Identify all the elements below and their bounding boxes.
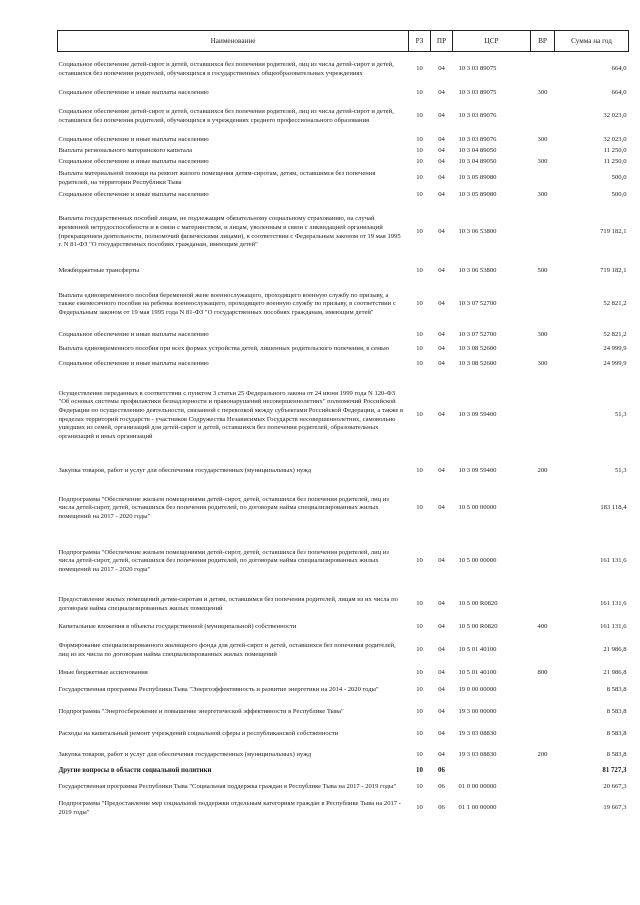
row-rz: 10 (416, 751, 423, 759)
row-rz: 10 (416, 708, 423, 716)
row-pr: 04 (438, 300, 445, 308)
row-sum: 24 999,9 (603, 359, 627, 367)
row-name: Социальное обеспечение детей-сирот и детей, оставшихся без попечения родителей, лиц из числа детей-сирот и детей, оставшихся без попечения родителей, обучающихся в государственных общеобразовательных учреждениях (58, 61, 394, 77)
row-csr: 10 3 07 52700 (458, 330, 497, 338)
row-vr (531, 766, 555, 778)
row-pr: 04 (438, 557, 445, 565)
table-row (58, 146, 629, 157)
row-name: Закупка товаров, работ и услуг для обеспечения государственных (муниципальных) нужд (58, 751, 312, 759)
row-rz: 10 (416, 600, 423, 608)
header-name: Наименование (58, 31, 409, 52)
row-rz: 10 (416, 646, 423, 654)
row-name: Социальное обеспечение и иные выплаты населению (58, 359, 209, 367)
row-vr: 800 (537, 669, 548, 677)
budget-page (57, 30, 628, 820)
row-csr: 10 3 04 89050 (458, 157, 497, 165)
row-csr: 10 5 01 40100 (458, 646, 497, 654)
row-rz: 10 (416, 623, 423, 631)
table-row (58, 766, 629, 778)
row-name: Социальное обеспечение и иные выплаты населению (58, 157, 209, 165)
row-sum: 19 667,3 (603, 804, 627, 812)
table-row (58, 88, 629, 99)
row-rz: 10 (416, 345, 423, 353)
row-name: Выплата государственных пособий лицам, не подлежащим обязательному социальному страхованию, на случай временной нетрудоспособности и в связи с материнством, и лицам, уволенным в связи с ликвидацией организаций (прекращением деятельности, полномочий физическими лицами), в соответствии с Федеральным законом от 19 мая 1995 г. N 81-ФЗ "О государственных пособиях гражданам, имеющим детей" (58, 215, 401, 249)
row-csr: 01 1 00 00000 (458, 804, 497, 812)
row-rz: 10 (416, 804, 423, 812)
row-pr: 04 (438, 708, 445, 716)
budget-table (57, 30, 629, 820)
row-rz: 10 (416, 112, 423, 120)
row-csr: 10 5 00 R0820 (458, 623, 498, 631)
row-vr: 300 (537, 191, 548, 199)
row-csr: 19 3 03 08830 (458, 751, 497, 759)
row-name: Социальное обеспечение и иные выплаты населению (58, 191, 209, 199)
row-rz: 10 (416, 88, 423, 96)
row-rz: 10 (416, 135, 423, 143)
header-sum: Сумма на год (555, 31, 629, 52)
row-name: Подпрограмма "Предоставление мер социальной поддержки отдельным категориям граждан в Республике Тыва на 2017 - 2019 годы" (58, 799, 401, 816)
row-csr: 10 3 09 59400 (458, 467, 497, 475)
row-csr: 19 3 00 00000 (458, 708, 497, 716)
header-pr: ПР (431, 31, 453, 52)
row-sum: 52 821,2 (603, 330, 627, 338)
row-pr: 04 (438, 646, 445, 654)
table-row (58, 157, 629, 168)
row-name: Расходы на капитальный ремонт учреждений социальной сферы и республиканской собственности (58, 730, 339, 738)
row-sum: 52 821,2 (603, 300, 627, 308)
row-sum: 24 999,9 (603, 345, 627, 353)
row-rz: 10 (416, 467, 423, 475)
row-pr: 04 (438, 267, 445, 275)
table-row (58, 724, 629, 746)
row-name: Выплата единовременного пособия беременной жене военнослужащего, проходящего военную службу по призыву, а также ежемесячного пособия на ребенка военнослужащего, проходящего военную службу по призыву, в соответствии с Федеральным законом от 19 мая 1995 года N 81-ФЗ "О государственных пособиях гражданам, имеющим детей" (58, 291, 396, 316)
row-name: Осуществление переданных в соответствии с пунктом 3 статьи 25 Федерального закона от 24 июня 1999 года N 120-ФЗ "Об основах системы профилактики безнадзорности и правонарушений несовершеннолетних" полномочий Российской Федерации по осуществлению деятельности, связанной с перевозкой между субъектами Российской Федерации, а также в пределах территорий государств - участников Содружества Независимых Государств несовершеннолетних, самовольно ушедших из семей, организаций для детей-сирот и детей, оставшихся без попечения родителей, образовательных организаций и иных организаций (58, 389, 404, 440)
row-vr (531, 798, 555, 820)
row-sum: 183 118,4 (600, 504, 627, 512)
row-vr (531, 52, 555, 88)
table-row (58, 634, 629, 668)
row-csr (453, 766, 531, 778)
row-name: Другие вопросы в области социальной политики (58, 767, 212, 775)
row-pr: 04 (438, 228, 445, 236)
row-csr: 19 3 03 08830 (458, 730, 497, 738)
row-csr: 10 3 08 52600 (458, 345, 497, 353)
row-name: Закупка товаров, работ и услуг для обеспечения государственных (муниципальных) нужд (58, 467, 312, 475)
table-row (58, 702, 629, 724)
row-pr: 04 (438, 345, 445, 353)
row-vr: 300 (537, 135, 548, 143)
header-csr: ЦСР (453, 31, 531, 52)
row-rz: 10 (416, 359, 423, 367)
row-vr (531, 370, 555, 462)
row-rz: 10 (416, 174, 423, 182)
row-rz: 10 (416, 504, 423, 512)
row-sum: 161 131,6 (600, 623, 627, 631)
table-row (58, 680, 629, 702)
row-vr (531, 702, 555, 724)
table-row (58, 341, 629, 359)
row-csr: 10 3 03 89076 (458, 112, 497, 120)
row-vr (531, 680, 555, 702)
row-vr: 200 (537, 467, 548, 475)
row-vr: 300 (537, 330, 548, 338)
row-vr (531, 280, 555, 330)
row-csr: 10 5 00 R0820 (458, 600, 498, 608)
row-pr: 04 (438, 669, 445, 677)
row-sum: 51,3 (614, 411, 627, 419)
row-csr: 10 3 03 89075 (458, 65, 497, 73)
row-csr: 10 3 08 52600 (458, 359, 497, 367)
table-row (58, 462, 629, 482)
table-row (58, 202, 629, 264)
row-sum: 719 182,1 (600, 267, 627, 275)
row-sum: 500,0 (611, 174, 627, 182)
row-pr: 04 (438, 600, 445, 608)
row-rz: 10 (416, 146, 423, 154)
row-vr: 500 (537, 267, 548, 275)
row-name: Социальное обеспечение и иные выплаты населению (58, 135, 209, 143)
row-pr: 04 (438, 504, 445, 512)
row-sum: 664,0 (611, 65, 627, 73)
row-csr: 19 0 00 00000 (458, 686, 497, 694)
row-name: Государственная программа Республики Тыва "Социальная поддержка граждан в Республике Тыва на 2017 - 2019 годы" (58, 783, 397, 791)
row-sum: 51,3 (614, 467, 627, 475)
row-rz: 10 (416, 157, 423, 165)
row-sum: 32 023,0 (603, 112, 627, 120)
row-sum: 719 182,1 (600, 228, 627, 236)
row-rz: 10 (416, 228, 423, 236)
row-rz: 10 (416, 686, 423, 694)
row-rz: 10 (416, 783, 423, 791)
row-name: Выплата единовременного пособия при всех формах устройства детей, лишенных родительского попечения, в семью (58, 345, 390, 353)
row-vr (531, 634, 555, 668)
row-vr (531, 536, 555, 588)
table-body (58, 52, 629, 820)
row-pr: 04 (438, 751, 445, 759)
row-csr: 10 3 04 89050 (458, 146, 497, 154)
row-name: Формирование специализированного жилищного фонда для детей-сирот и детей, оставшихся без попечения родителей, лиц из их числа по договорам найма специализированных жилых помещений (58, 641, 396, 658)
table-row (58, 135, 629, 146)
row-sum: 8 583,8 (606, 686, 627, 694)
row-csr: 10 3 03 89075 (458, 88, 497, 96)
row-rz: 10 (416, 767, 423, 775)
row-name: Капитальные вложения в объекты государственной (муниципальной) собственности (58, 623, 297, 631)
row-pr: 04 (438, 65, 445, 73)
row-vr (531, 202, 555, 264)
row-name: Подпрограмма "Энергосбережение и повышение энергетической эффективности в Республике Тыва" (58, 708, 344, 716)
row-vr (531, 99, 555, 135)
row-vr (531, 146, 555, 157)
row-csr: 10 3 07 52700 (458, 300, 497, 308)
row-csr: 10 3 05 89080 (458, 174, 497, 182)
row-name: Социальное обеспечение детей-сирот и детей, оставшихся без попечения родителей, лиц из числа детей-сирот и детей, оставшихся без попечения родителей, обучающихся в учреждениях среднего профессионального образования (58, 107, 394, 124)
row-pr: 04 (438, 135, 445, 143)
row-pr: 04 (438, 686, 445, 694)
row-rz: 10 (416, 411, 423, 419)
row-pr: 04 (438, 411, 445, 419)
row-vr: 400 (537, 623, 548, 631)
table-row (58, 798, 629, 820)
table-row (58, 330, 629, 341)
row-pr: 04 (438, 623, 445, 631)
row-name: Подпрограмма "Обеспечение жильем помещениями детей-сирот, детей, оставшихся без попечения родителей, лиц из числа детей-сирот, детей, оставшихся без попечения родителей, по договорам найма специализированных жилых помещений на 2017 - 2020 годы" (58, 548, 389, 573)
table-row (58, 359, 629, 370)
table-row (58, 190, 629, 202)
row-pr: 04 (438, 88, 445, 96)
row-rz: 10 (416, 730, 423, 738)
row-vr (531, 341, 555, 359)
row-sum: 21 986,8 (603, 646, 627, 654)
table-row (58, 778, 629, 798)
row-vr (531, 724, 555, 746)
row-sum: 664,0 (611, 88, 627, 96)
row-name: Межбюджетные трансферты (58, 267, 140, 275)
row-pr: 04 (438, 359, 445, 367)
row-vr: 200 (537, 751, 548, 759)
table-row (58, 482, 629, 536)
row-pr: 04 (438, 112, 445, 120)
row-sum: 8 583,8 (606, 708, 627, 716)
row-sum: 500,0 (611, 191, 627, 199)
row-csr: 10 5 01 40100 (458, 669, 497, 677)
row-rz: 10 (416, 330, 423, 338)
row-csr: 10 3 09 59400 (458, 411, 497, 419)
row-pr: 04 (438, 157, 445, 165)
table-row (58, 370, 629, 462)
row-sum: 161 131,6 (600, 600, 627, 608)
table-row (58, 536, 629, 588)
row-vr: 300 (537, 88, 548, 96)
row-sum: 32 023,0 (603, 135, 627, 143)
table-row (58, 52, 629, 88)
row-rz: 10 (416, 191, 423, 199)
row-sum: 11 250,0 (603, 146, 627, 154)
row-sum: 11 250,0 (603, 157, 627, 165)
row-csr: 01 0 00 00000 (458, 783, 497, 791)
row-pr: 04 (438, 174, 445, 182)
table-row (58, 622, 629, 634)
row-csr: 10 3 03 89076 (458, 135, 497, 143)
table-row (58, 264, 629, 280)
header-vr: ВР (531, 31, 555, 52)
row-vr: 300 (537, 157, 548, 165)
row-vr: 300 (537, 359, 548, 367)
row-pr: 04 (438, 730, 445, 738)
row-name: Социальное обеспечение и иные выплаты населению (58, 88, 209, 96)
row-rz: 10 (416, 300, 423, 308)
row-vr (531, 482, 555, 536)
row-sum: 21 986,8 (603, 669, 627, 677)
header-rz: РЗ (409, 31, 431, 52)
row-rz: 10 (416, 557, 423, 565)
table-row (58, 746, 629, 766)
row-pr: 04 (438, 467, 445, 475)
row-vr (531, 168, 555, 190)
row-csr: 10 3 06 53800 (458, 267, 497, 275)
row-name: Подпрограмма "Обеспечение жильем помещениями детей-сирот, детей, оставшихся без попечения родителей, лиц из числа детей-сирот, детей, оставшихся без попечения родителей, по договорам найма специализированных жилых помещений на 2017 - 2020 годы" (58, 495, 389, 520)
table-row (58, 168, 629, 190)
row-pr: 06 (438, 783, 445, 791)
row-pr: 04 (438, 191, 445, 199)
row-sum: 8 583,8 (606, 730, 627, 738)
table-row (58, 588, 629, 622)
row-pr: 04 (438, 146, 445, 154)
table-row (58, 99, 629, 135)
row-name: Предоставление жилых помещений детям-сиротам и детям, оставшимся без попечения родителей, лицам из их числа по договорам найма специализированных жилых помещений (58, 595, 398, 612)
row-pr: 06 (438, 767, 445, 775)
row-pr: 06 (438, 804, 445, 812)
row-pr: 04 (438, 330, 445, 338)
row-csr: 10 3 05 89080 (458, 191, 497, 199)
row-vr (531, 778, 555, 798)
table-row (58, 668, 629, 680)
row-sum: 8 583,8 (606, 751, 627, 759)
table-header (58, 31, 629, 52)
row-sum: 81 727,3 (602, 767, 627, 775)
row-name: Выплата материальной помощи на ремонт жилого помещения детям-сиротам, детям, оставшимся без попечения родителей, на территории Республики Тыва (58, 169, 376, 186)
row-name: Выплата регионального материнского капитала (58, 146, 193, 154)
row-name: Социальное обеспечение и иные выплаты населению (58, 330, 209, 338)
row-sum: 161 131,6 (600, 557, 627, 565)
table-row (58, 280, 629, 330)
row-csr: 10 3 06 53800 (458, 228, 497, 236)
row-name: Иные бюджетные ассигнования (58, 669, 148, 677)
row-name: Государственная программа Республики Тыва "Энергоэффективность и развитие энергетики на 2014 - 2020 годы" (58, 686, 379, 694)
row-sum: 20 667,3 (603, 783, 627, 791)
row-vr (531, 588, 555, 622)
row-csr: 10 5 00 00000 (458, 557, 497, 565)
row-csr: 10 5 00 00000 (458, 504, 497, 512)
row-rz: 10 (416, 669, 423, 677)
row-rz: 10 (416, 65, 423, 73)
row-rz: 10 (416, 267, 423, 275)
